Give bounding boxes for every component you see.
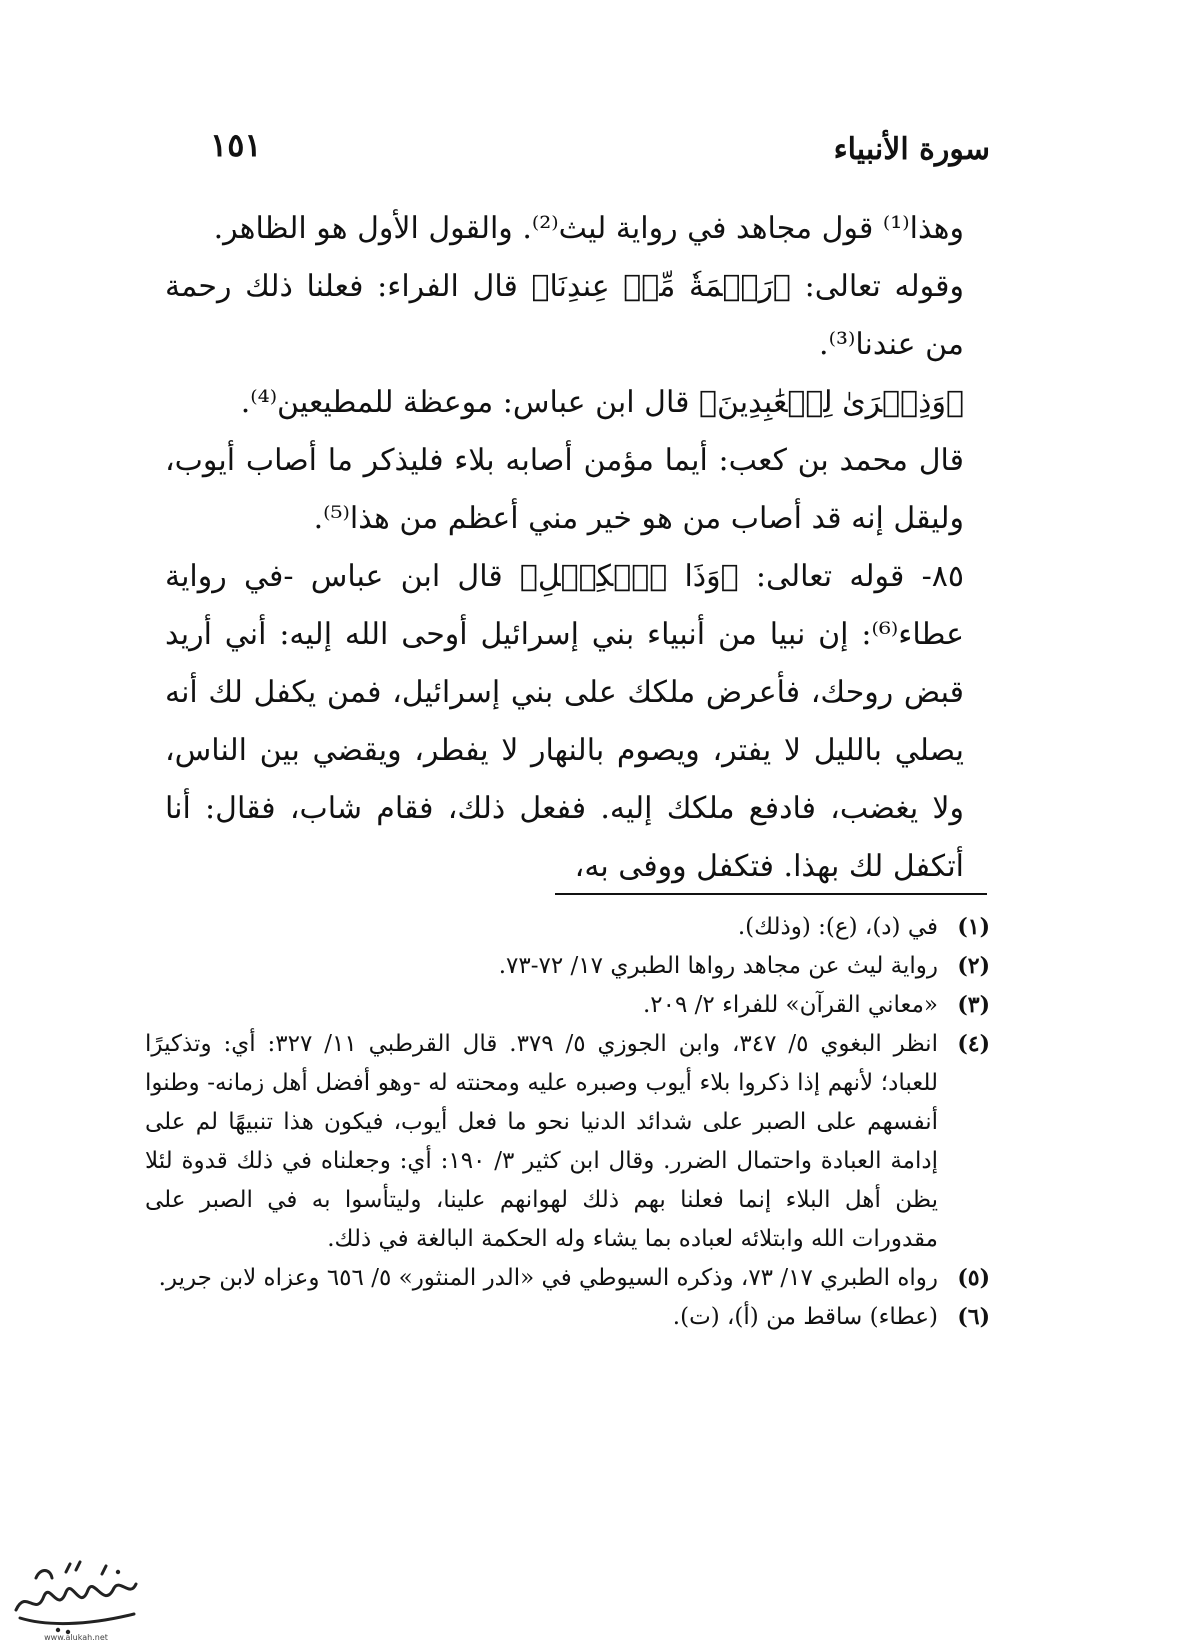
- paragraph-4: قال محمد بن كعب: أيما مؤمن أصابه بلاء فليذكر ما أصاب أيوب، وليقل إنه قد أصاب من هو خير مني أعظم من هذا⁽⁵⁾.: [165, 443, 964, 536]
- footnote-text: في (د)، (ع): (وذلك).: [737, 914, 938, 940]
- page-number: ١٥١: [210, 126, 262, 164]
- footnote-1: [145, 908, 990, 947]
- paragraph-2: وقوله تعالى: ﴿رَحۡمَةٗ مِّنۡ عِندِنَا﴾ قال الفراء: فعلنا ذلك رحمة من عندنا⁽³⁾.: [165, 269, 964, 362]
- footnote-text: (عطاء) ساقط من (أ)، (ت).: [672, 1304, 938, 1330]
- paragraph-5: ٨٥- قوله تعالى: ﴿وَذَا ٱلۡكِفۡلِ﴾ قال ابن عباس -في رواية عطاء⁽⁶⁾: إن نبيا من أنبياء بني إسرائيل أوحى الله إليه: أني أريد قبض روحك، فأعرض ملكك على بني إسرائيل، فمن يكفل لك أنه يصلي بالليل لا يفتر، ويصوم بالنهار لا يفطر، ويقضي بين الناس، ولا يغضب، فادفع ملكك إليه. ففعل ذلك، فقام شاب، فقال: أنا أتكفل لك بهذا. فتكفل ووفى به،: [165, 559, 964, 884]
- footnote-number: (١): [957, 914, 990, 940]
- footnotes: [145, 908, 990, 1337]
- footnote-number: (٦): [957, 1304, 990, 1330]
- publisher-logo: [6, 1548, 146, 1644]
- footnote-number: (٢): [957, 953, 990, 979]
- footnote-2: [145, 947, 990, 986]
- footnote-text: انظر البغوي ٥/ ٣٤٧، وابن الجوزي ٥/ ٣٧٩. قال القرطبي ١١/ ٣٢٧: أي: وتذكيرًا للعباد؛ لأنهم إذا ذكروا بلاء أيوب وصبره عليه ومحنته له -وهو أفضل أهل زمانه- وطنوا أنفسهم على الصبر على شدائد الدنيا نحو ما فعل أيوب، فيكون هذا تنبيهًا لم على إدامة العبادة واحتمال الضرر. وقال ابن كثير ٣/ ١٩٠: أي: وجعلناه في ذلك قدوة لئلا يظن أهل البلاء إنما فعلنا بهم ذلك لهوانهم علينا، وليتأسوا به في الصبر على مقدورات الله وابتلائه لعباده بما يشاء وله الحكمة البالغة في ذلك.: [145, 1031, 938, 1252]
- footnote-4: [145, 1025, 990, 1259]
- footnote-number: (٣): [957, 992, 990, 1018]
- footnote-3: [145, 986, 990, 1025]
- paragraph-3: ﴿وَذِكۡرَىٰ لِلۡعَٰبِدِينَ﴾ قال ابن عباس: موعظة للمطيعين⁽⁴⁾.: [240, 385, 964, 420]
- footnote-6: [145, 1298, 990, 1337]
- main-text: [165, 200, 990, 896]
- footnote-text: رواية ليث عن مجاهد رواها الطبري ١٧/ ٧٢-٧٣.: [498, 953, 938, 979]
- surah-title: سورة الأنبياء: [833, 132, 990, 167]
- footnote-text: رواه الطبري ١٧/ ٧٣، وذكره السيوطي في «الدر المنثور» ٥/ ٦٥٦ وعزاه لابن جرير.: [158, 1265, 938, 1291]
- footnote-5: [145, 1259, 990, 1298]
- svg-text:www.alukah.net: www.alukah.net: [44, 1633, 108, 1642]
- footnote-number: (٤): [957, 1031, 990, 1057]
- running-header: [210, 126, 990, 186]
- paragraph-1: وهذا⁽¹⁾ قول مجاهد في رواية ليث⁽²⁾. والقول الأول هو الظاهر.: [213, 211, 964, 246]
- footnote-divider: [555, 893, 987, 895]
- footnote-number: (٥): [957, 1265, 990, 1291]
- footnote-text: «معاني القرآن» للفراء ٢/ ٢٠٩.: [642, 992, 938, 1018]
